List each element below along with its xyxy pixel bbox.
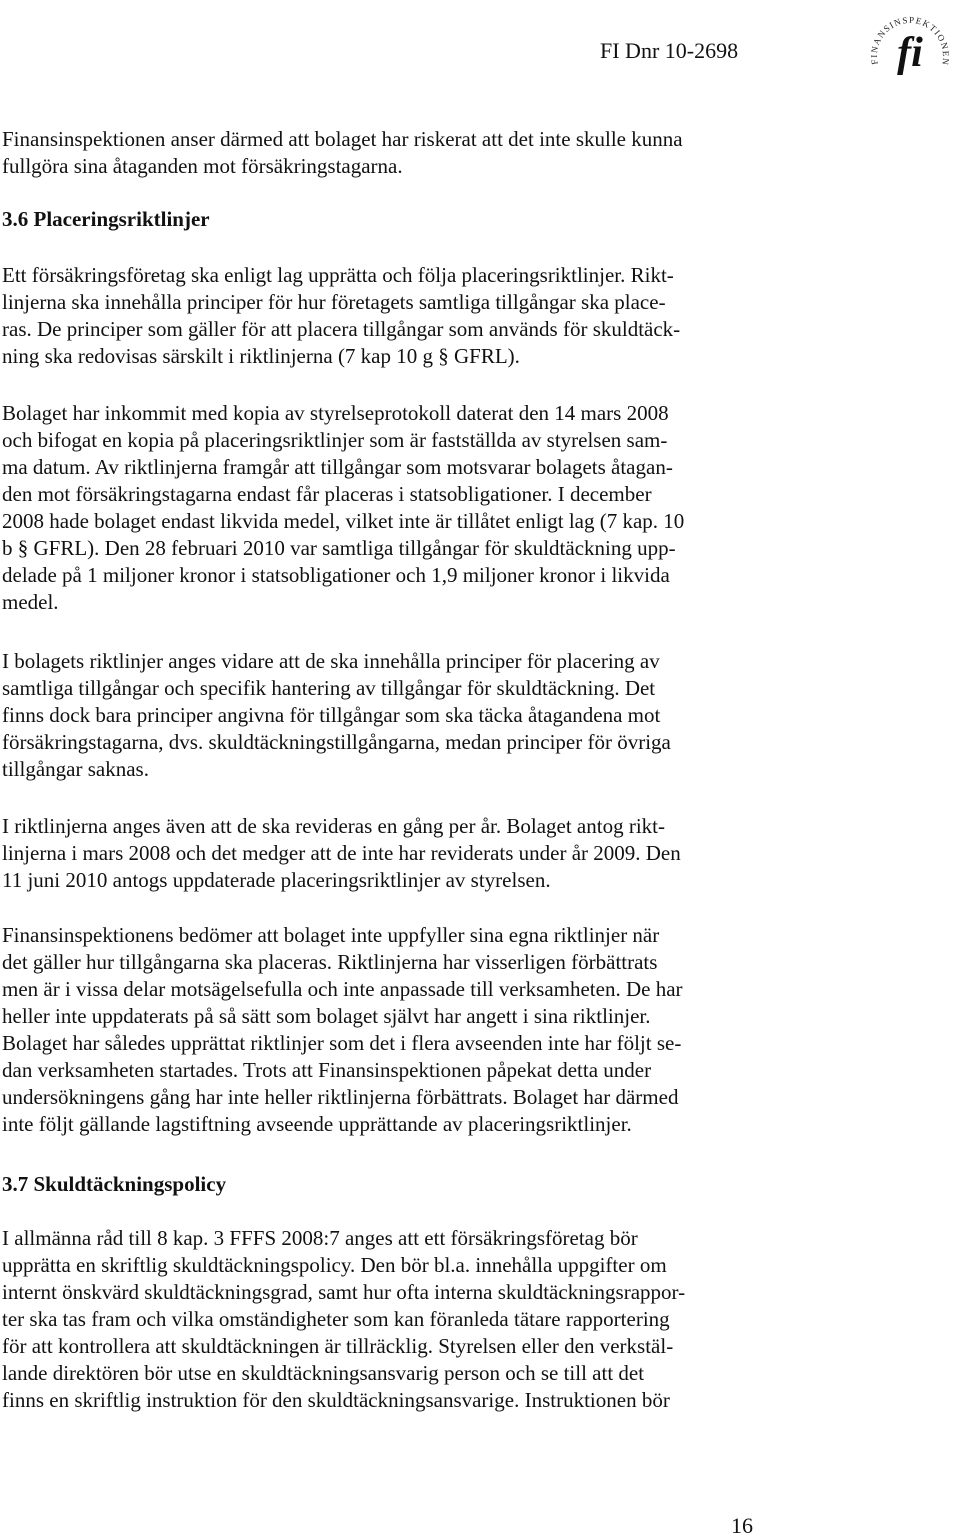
- paragraph-line: Finansinspektionens bedömer att bolaget inte uppfyller sina egna riktlinjer när: [2, 923, 660, 947]
- paragraph-line: den mot försäkringstagarna endast får placeras i statsobligationer. I december: [2, 482, 652, 506]
- finansinspektionen-logo-icon: [858, 0, 960, 96]
- paragraph-line: delade på 1 miljoner kronor i statsobligationer och 1,9 miljoner kronor i likvida: [2, 563, 670, 587]
- paragraph-line: undersökningens gång har inte heller riktlinjerna förbättrats. Bolaget har därmed: [2, 1085, 679, 1109]
- paragraph-line: I bolagets riktlinjer anges vidare att de ska innehålla principer för placering av: [2, 649, 660, 673]
- paragraph-line: fullgöra sina åtaganden mot försäkringstagarna.: [2, 154, 403, 178]
- svg-text:fi: fi: [897, 30, 923, 76]
- paragraph-line: linjerna ska innehålla principer för hur företagets samtliga tillgångar ska place-: [2, 290, 666, 314]
- paragraph-line: inte följt gällande lagstiftning avseende upprättande av placeringsriktlinjer.: [2, 1112, 632, 1136]
- paragraph-line: Ett försäkringsföretag ska enligt lag upprätta och följa placeringsriktlinjer. Rikt-: [2, 263, 674, 287]
- paragraph-line: Finansinspektionen anser därmed att bolaget har riskerat att det inte skulle kunna: [2, 127, 683, 151]
- paragraph-line: upprätta en skriftlig skuldtäckningspolicy. Den bör bl.a. innehålla uppgifter om: [2, 1253, 667, 1277]
- paragraph-line: ma datum. Av riktlinjerna framgår att tillgångar som motsvarar bolagets åtagan-: [2, 455, 673, 479]
- paragraph-line: och bifogat en kopia på placeringsriktlinjer som är fastställda av styrelsen sam-: [2, 428, 668, 452]
- paragraph-line: linjerna i mars 2008 och det medger att de inte har reviderats under år 2009. Den: [2, 841, 681, 865]
- paragraph-line: för att kontrollera att skuldtäckningen är tillräcklig. Styrelsen eller den verkstäl-: [2, 1334, 674, 1358]
- paragraph-line: finns en skriftlig instruktion för den skuldtäckningsansvarige. Instruktionen bör: [2, 1388, 670, 1412]
- paragraph-line: men är i vissa delar motsägelsefulla och inte anpassade till verksamheten. De har: [2, 977, 683, 1001]
- svg-text:FINANSINSPEKTIONEN: FINANSINSPEKTIONEN: [868, 14, 952, 67]
- paragraph-line: I allmänna råd till 8 kap. 3 FFFS 2008:7 anges att ett försäkringsföretag bör: [2, 1226, 638, 1250]
- paragraph-line: Bolaget har således upprättat riktlinjer som det i flera avseenden inte har följt se-: [2, 1031, 682, 1055]
- paragraph-line: tillgångar saknas.: [2, 757, 149, 781]
- paragraph-line: I riktlinjerna anges även att de ska revideras en gång per år. Bolaget antog rikt-: [2, 814, 665, 838]
- paragraph-line: det gäller hur tillgångarna ska placeras. Riktlinjerna har visserligen förbättrats: [2, 950, 658, 974]
- paragraph-line: dan verksamheten startades. Trots att Finansinspektionen påpekat detta under: [2, 1058, 652, 1082]
- paragraph-line: ter ska tas fram och vilka omständigheter som kan föranleda tätare rapportering: [2, 1307, 670, 1331]
- paragraph-line: 11 juni 2010 antogs uppdaterade placeringsriktlinjer av styrelsen.: [2, 868, 551, 892]
- paragraph-line: 2008 hade bolaget endast likvida medel, vilket inte är tillåtet enligt lag (7 kap. 10: [2, 509, 685, 533]
- page-number: 16: [731, 1513, 753, 1538]
- paragraph-line: ning ska redovisas särskilt i riktlinjerna (7 kap 10 g § GFRL).: [2, 344, 520, 368]
- paragraph-line: b § GFRL). Den 28 februari 2010 var samtliga tillgångar för skuldtäckning upp-: [2, 536, 676, 560]
- paragraph-line: medel.: [2, 590, 59, 614]
- paragraph-line: samtliga tillgångar och specifik hantering av tillgångar för skuldtäckning. Det: [2, 676, 656, 700]
- paragraph-line: internt önskvärd skuldtäckningsgrad, samt hur ofta interna skuldtäckningsrappor-: [2, 1280, 686, 1304]
- paragraph-line: Bolaget har inkommit med kopia av styrelseprotokoll daterat den 14 mars 2008: [2, 401, 669, 425]
- paragraph-line: finns dock bara principer angivna för tillgångar som ska täcka åtagandena mot: [2, 703, 661, 727]
- paragraph-line: försäkringstagarna, dvs. skuldtäckningstillgångarna, medan principer för övriga: [2, 730, 671, 754]
- section-heading: 3.7 Skuldtäckningspolicy: [2, 1172, 227, 1196]
- paragraph-line: ras. De principer som gäller för att placera tillgångar som används för skuldtäck-: [2, 317, 681, 341]
- document-reference: FI Dnr 10-2698: [600, 38, 739, 63]
- paragraph-line: heller inte uppdaterats på så sätt som bolaget självt har angett i sina riktlinjer.: [2, 1004, 651, 1028]
- paragraph-line: lande direktören bör utse en skuldtäckningsansvarig person och se till att det: [2, 1361, 645, 1385]
- section-heading: 3.6 Placeringsriktlinjer: [2, 207, 210, 231]
